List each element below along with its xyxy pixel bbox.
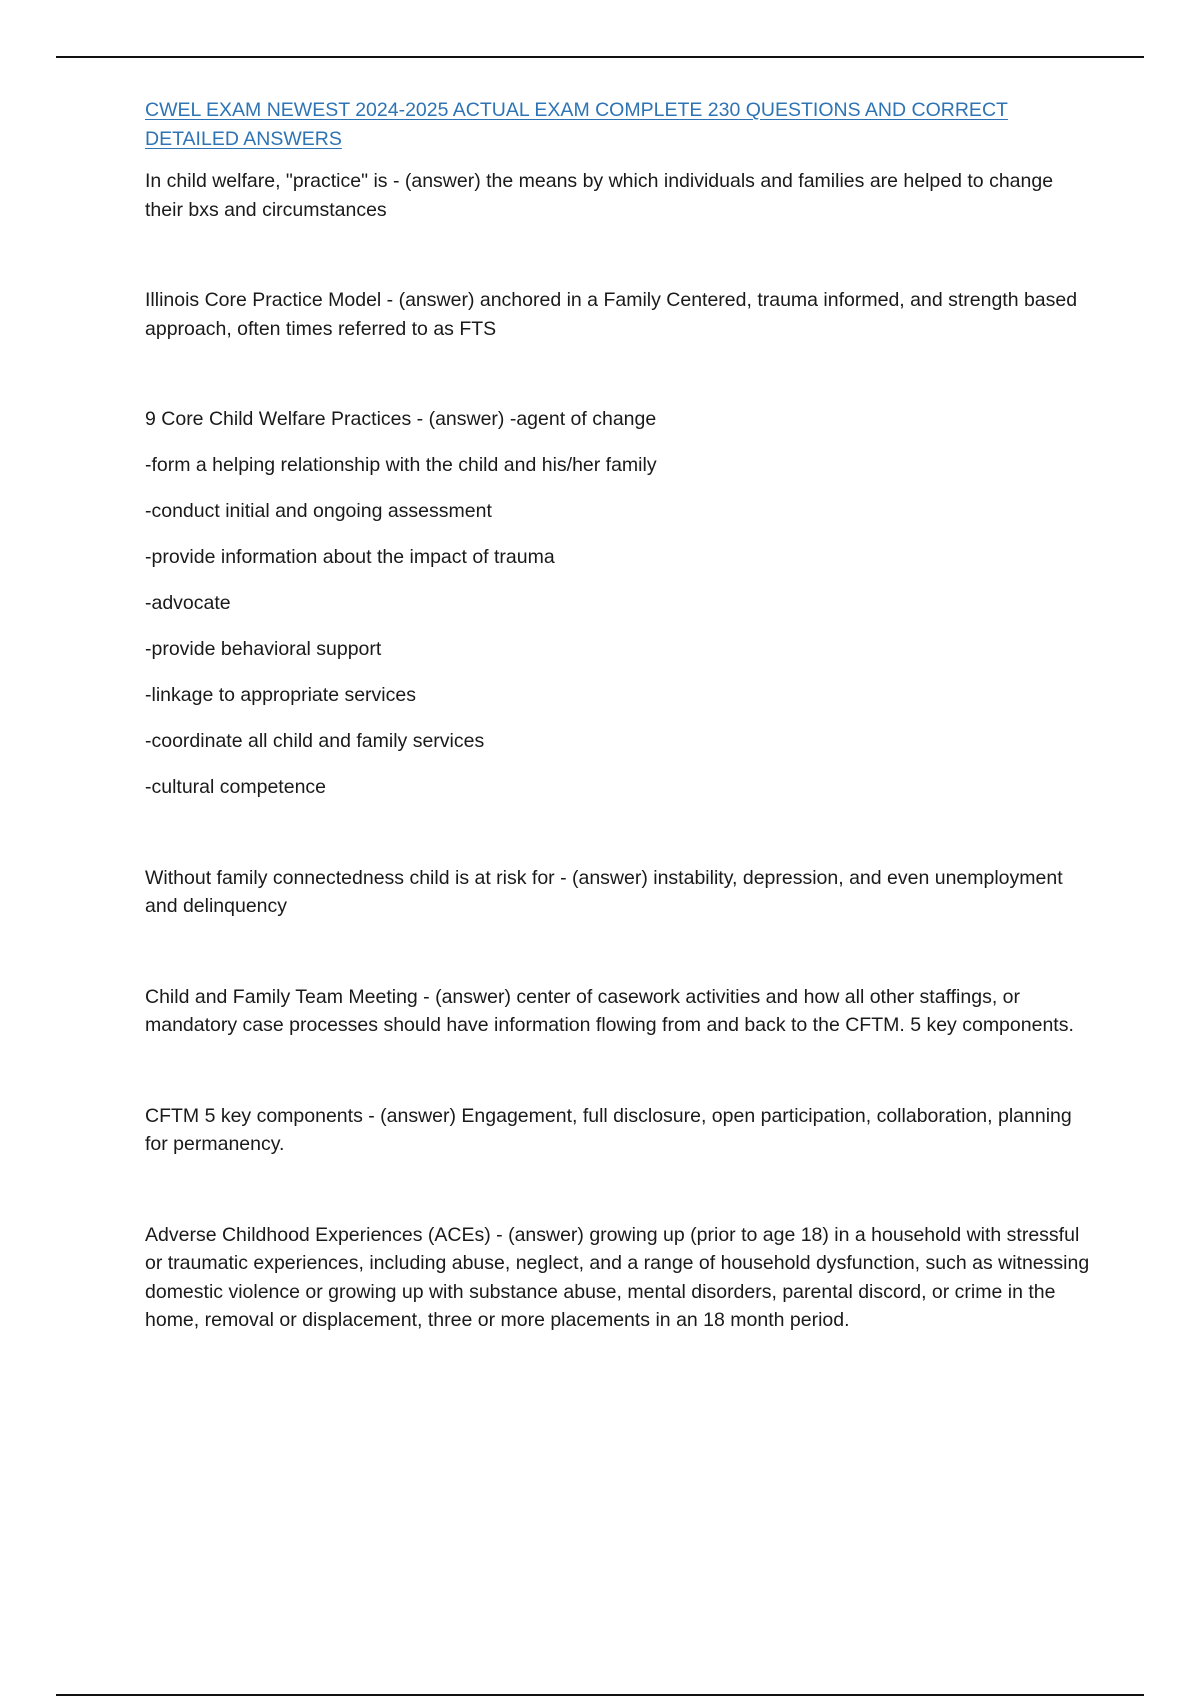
document-body (145, 96, 1095, 1335)
qa-entry-4: Without family connectedness child is at risk for - (answer) instability, depression, and even unemployment and delinquency (145, 866, 1063, 917)
qa-entry-5: Child and Family Team Meeting - (answer) center of casework activities and how all other staffings, or mandatory case processes should have information flowing from and back to the CFTM. 5 key components. (145, 985, 1074, 1036)
document-title (145, 96, 1095, 153)
document-title-link[interactable]: CWEL EXAM NEWEST 2024-2025 ACTUAL EXAM COMPLETE 230 QUESTIONS AND CORRECT DETAILED ANSWERS (145, 99, 1008, 150)
list-item: -provide information about the impact of trauma (145, 546, 555, 568)
spacer (145, 1040, 1095, 1102)
qa-entry-2: Illinois Core Practice Model - (answer) anchored in a Family Centered, trauma informed, and strength based approach, often times referred to as FTS (145, 289, 1078, 340)
list-item: -cultural competence (145, 776, 327, 798)
spacer (145, 1159, 1095, 1221)
spacer (145, 802, 1095, 864)
list-item: -coordinate all child and family services (145, 730, 485, 752)
list-item: -conduct initial and ongoing assessment (145, 500, 492, 522)
qa-entry-7: Adverse Childhood Experiences (ACEs) - (answer) growing up (prior to age 18) in a household with stressful or traumatic experiences, including abuse, neglect, and a range of household dysfunction, such as witnessing domestic violence or growing up with substance abuse, mental disorders, parental discord, or crime in the home, removal or displacement, three or more placements in an 18 month period. (145, 1223, 1090, 1331)
list-item: -form a helping relationship with the child and his/her family (145, 454, 657, 476)
spacer (145, 921, 1095, 983)
top-rule (56, 56, 1144, 58)
qa-entry-6: CFTM 5 key components - (answer) Engagement, full disclosure, open participation, collaboration, planning for permanency. (145, 1104, 1072, 1155)
list-item: -provide behavioral support (145, 638, 382, 660)
qa-entry-3: 9 Core Child Welfare Practices - (answer) -agent of change (145, 408, 657, 430)
qa-entry-1: In child welfare, "practice" is - (answer) the means by which individuals and families are helped to change their bxs and circumstances (145, 170, 1054, 221)
bottom-rule (56, 1694, 1144, 1696)
spacer (145, 224, 1095, 286)
spacer (145, 343, 1095, 405)
list-item: -linkage to appropriate services (145, 684, 416, 706)
list-item: -advocate (145, 592, 231, 614)
